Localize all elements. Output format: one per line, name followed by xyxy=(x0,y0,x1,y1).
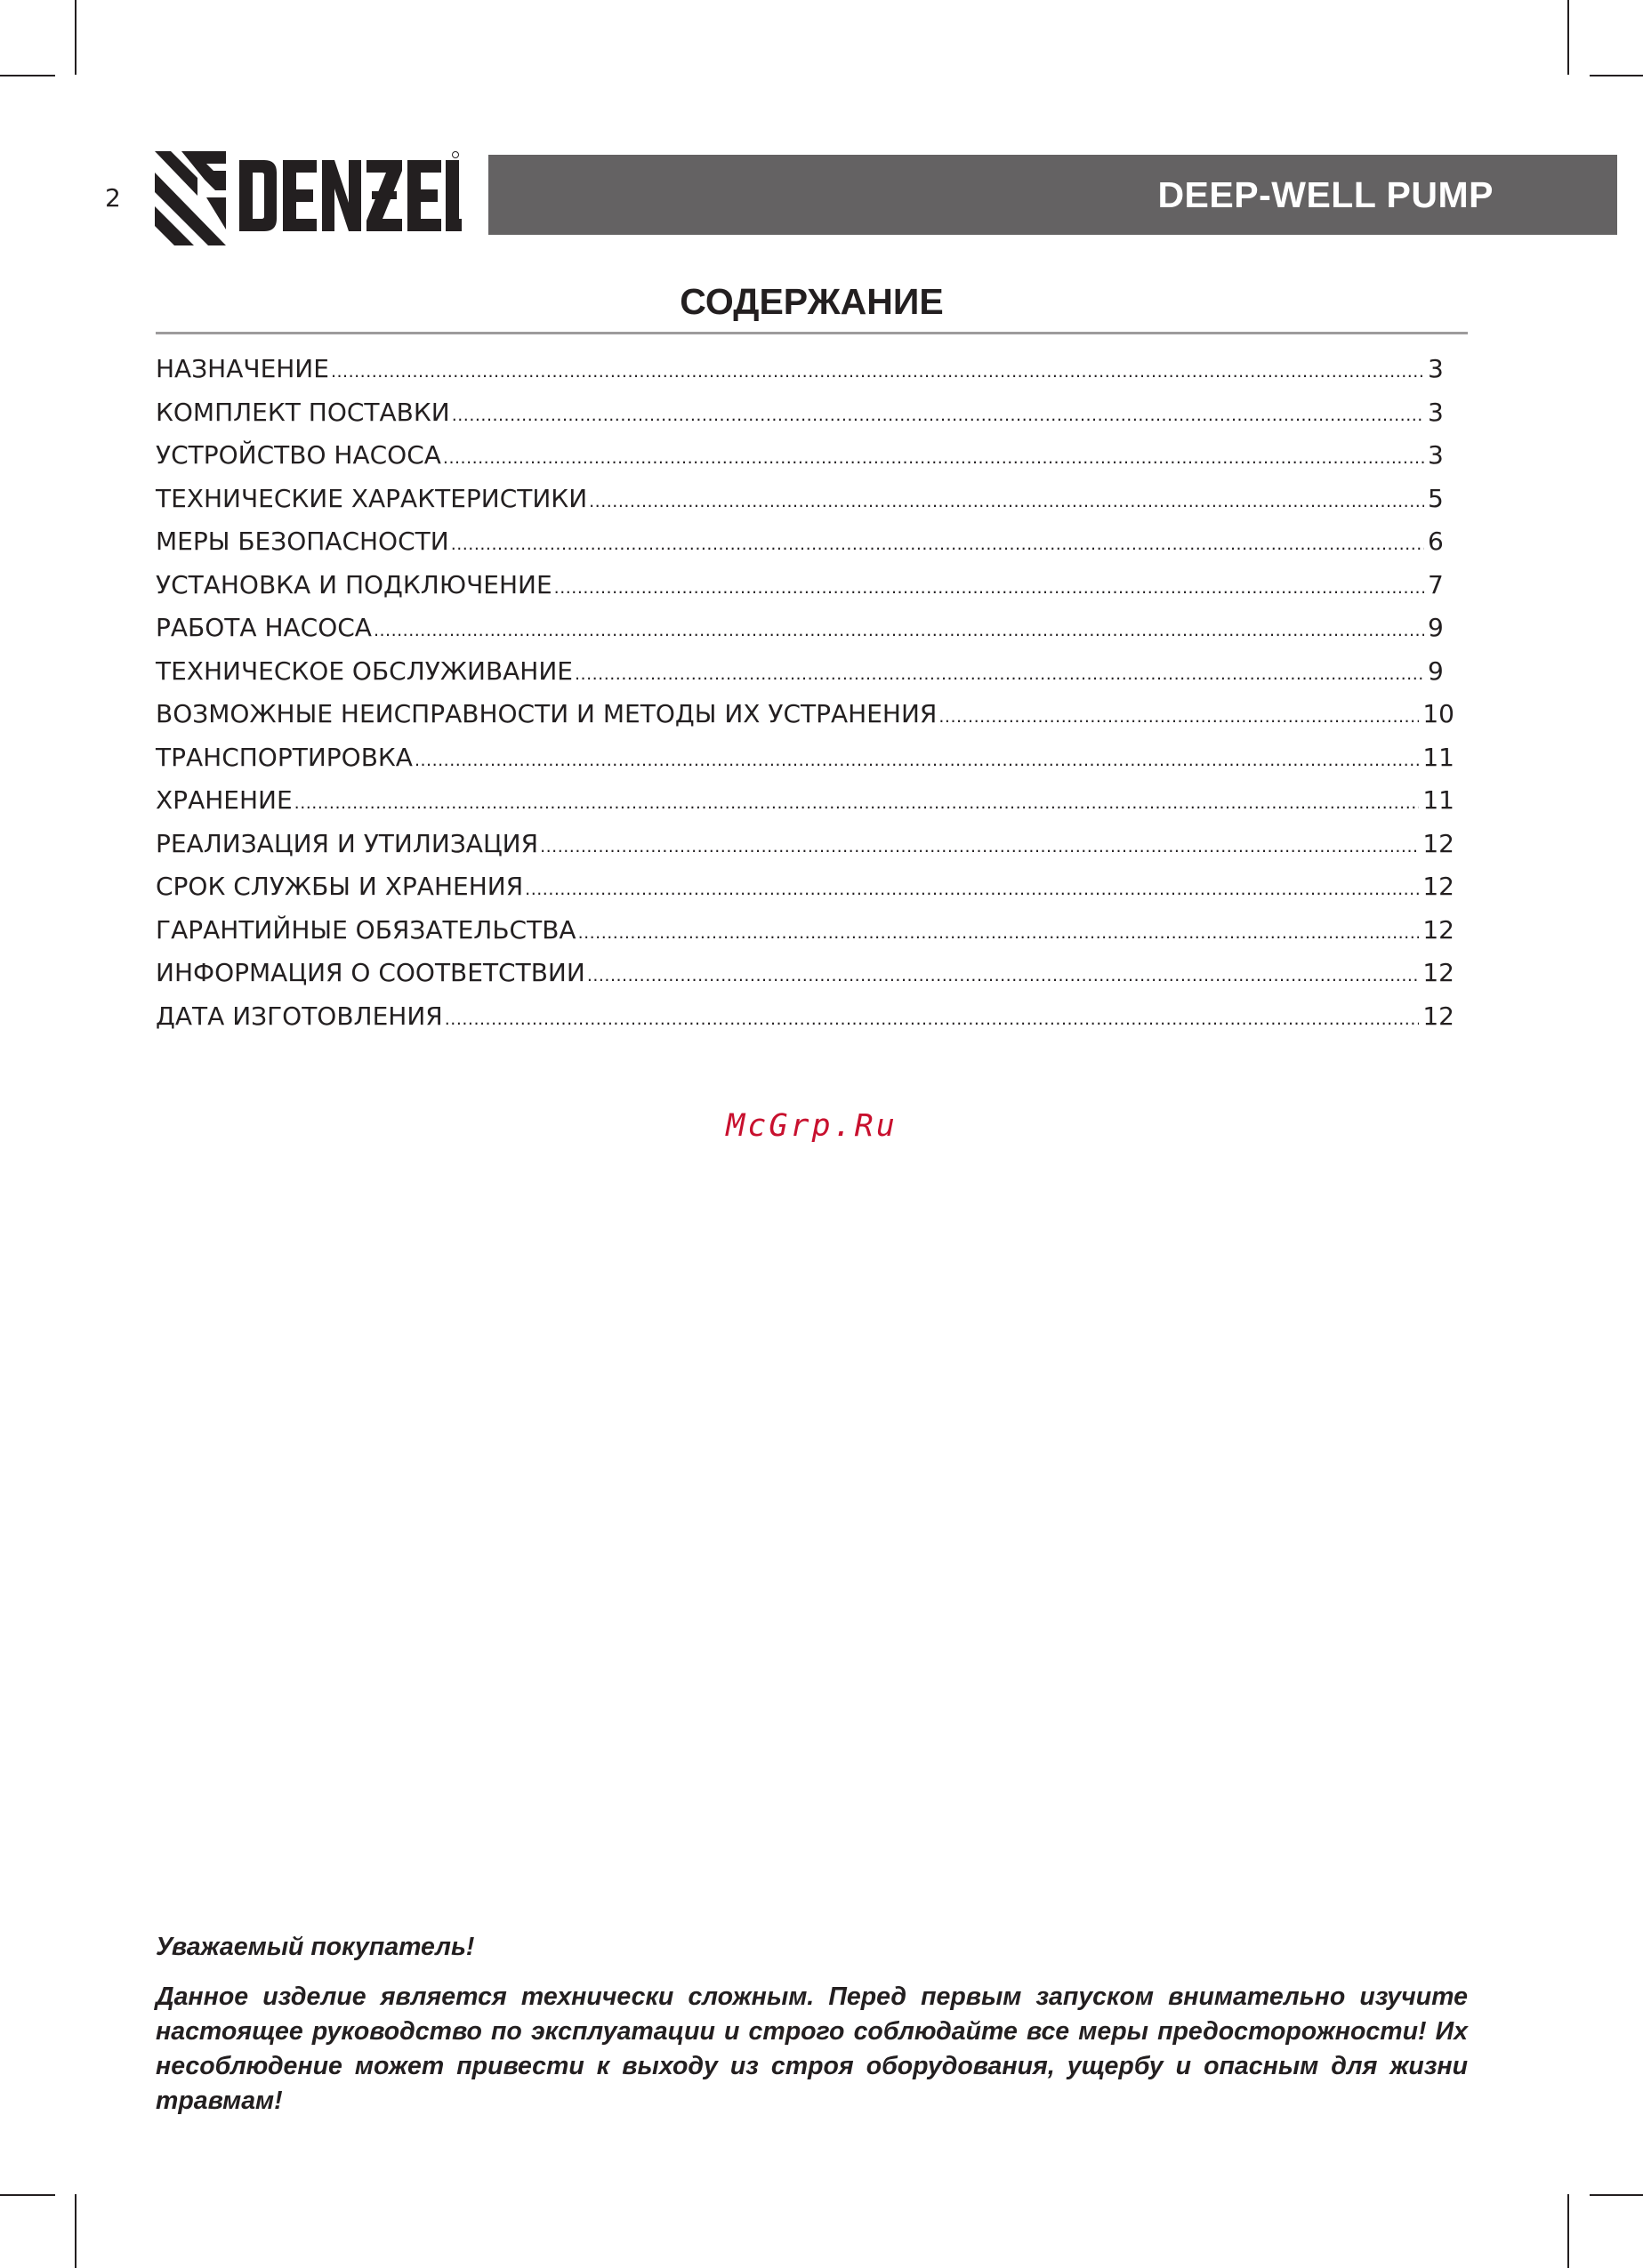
toc-item-title: ИНФОРМАЦИЯ О СООТВЕТСТВИИ xyxy=(156,958,585,987)
toc-item-title: РЕАЛИЗАЦИЯ И УТИЛИЗАЦИЯ xyxy=(156,828,539,858)
toc-item-page: 12 xyxy=(1422,872,1454,901)
toc-item[interactable] xyxy=(156,952,1454,995)
customer-notice xyxy=(156,1930,1468,2119)
toc-leader-dots xyxy=(554,567,1424,609)
crop-mark-top-right xyxy=(1567,0,1569,75)
toc-item[interactable] xyxy=(156,736,1454,780)
toc-item[interactable] xyxy=(156,564,1454,607)
toc-item[interactable] xyxy=(156,478,1454,521)
toc-item-title: ТРАНСПОРТИРОВКА xyxy=(156,742,413,772)
toc-leader-dots xyxy=(575,653,1424,696)
toc-item[interactable] xyxy=(156,520,1454,564)
toc-leader-dots xyxy=(374,609,1424,652)
toc-item-title: ГАРАНТИЙНЫЕ ОБЯЗАТЕЛЬСТВА xyxy=(156,914,576,945)
toc-leader-dots xyxy=(578,912,1420,954)
toc-item[interactable] xyxy=(156,434,1454,478)
toc-item-page: 9 xyxy=(1428,655,1444,686)
toc-item-page: 11 xyxy=(1422,785,1454,815)
toc-leader-dots xyxy=(525,868,1419,911)
toc-item-page: 5 xyxy=(1428,483,1444,513)
toc-item[interactable] xyxy=(156,650,1454,694)
page-number: 2 xyxy=(105,183,121,213)
watermark-link[interactable]: McGrp.Ru xyxy=(726,1108,898,1144)
toc-leader-dots xyxy=(443,437,1424,479)
toc-item-page: 3 xyxy=(1428,440,1444,470)
toc-item-page: 12 xyxy=(1422,958,1454,987)
toc-item-title: УСТАНОВКА И ПОДКЛЮЧЕНИЕ xyxy=(156,569,552,599)
registered-mark-icon xyxy=(453,152,459,158)
toc-item-page: 12 xyxy=(1422,828,1454,858)
toc-item-title: ДАТА ИЗГОТОВЛЕНИЯ xyxy=(156,1001,443,1031)
toc-item[interactable] xyxy=(156,823,1454,866)
toc-leader-dots xyxy=(589,480,1424,523)
toc-item-page: 11 xyxy=(1422,742,1454,772)
toc-item-page: 6 xyxy=(1428,527,1444,556)
toc-item[interactable] xyxy=(156,779,1454,823)
toc-item-title: ТЕХНИЧЕСКИЕ ХАРАКТЕРИСТИКИ xyxy=(156,483,588,513)
toc-item-title: УСТРОЙСТВО НАСОСА xyxy=(156,440,441,470)
crop-mark-bottom-left-horizontal xyxy=(0,2194,55,2196)
toc-leader-dots xyxy=(445,998,1420,1041)
toc-item-page: 7 xyxy=(1428,569,1444,599)
toc-leader-dots xyxy=(452,394,1424,437)
toc-item-title: НАЗНАЧЕНИЕ xyxy=(156,354,329,383)
header-title: DEEP-WELL PUMP xyxy=(1157,174,1494,215)
toc-item-page: 3 xyxy=(1428,354,1444,383)
toc-item-title: СРОК СЛУЖБЫ И ХРАНЕНИЯ xyxy=(156,872,524,901)
toc-item-title: ВОЗМОЖНЫЕ НЕИСПРАВНОСТИ И МЕТОДЫ ИХ УСТРАНЕНИЯ xyxy=(156,699,938,728)
toc-item[interactable] xyxy=(156,865,1454,909)
crop-mark-top-right-horizontal xyxy=(1590,75,1643,76)
notice-greeting: Уважаемый покупатель! xyxy=(156,1933,475,1961)
crop-mark-top-left-horizontal xyxy=(0,75,55,76)
toc-leader-dots xyxy=(415,739,1419,782)
toc-item-page: 12 xyxy=(1422,1001,1454,1031)
toc-item[interactable] xyxy=(156,348,1454,391)
toc-item-title: ТЕХНИЧЕСКОЕ ОБСЛУЖИВАНИЕ xyxy=(156,655,573,686)
toc-item-page: 9 xyxy=(1428,613,1444,642)
toc-item[interactable] xyxy=(156,607,1454,650)
denzel-wordmark xyxy=(239,160,462,231)
toc-divider xyxy=(156,332,1468,334)
denzel-logo xyxy=(155,151,462,245)
crop-mark-top-left xyxy=(75,0,77,75)
toc-item[interactable] xyxy=(156,909,1454,953)
toc-leader-dots xyxy=(938,696,1419,738)
toc-item-page: 3 xyxy=(1428,397,1444,427)
toc-item-title: МЕРЫ БЕЗОПАСНОСТИ xyxy=(156,527,449,556)
table-of-contents xyxy=(156,348,1454,1038)
toc-item-title: КОМПЛЕКТ ПОСТАВКИ xyxy=(156,397,450,427)
toc-leader-dots xyxy=(294,782,1420,824)
toc-item-page: 12 xyxy=(1422,914,1454,945)
toc-leader-dots xyxy=(540,825,1419,868)
toc-item[interactable] xyxy=(156,995,1454,1039)
toc-leader-dots xyxy=(587,954,1420,997)
notice-body: Данное изделие является технически сложным. Перед первым запуском внимательно изучите настоящее руководство по эксплуатации и строго соблюдайте все меры предосторожности! Их несоблюдение может привести к выходу из строя оборудования, ущербу и опасным для жизни травмам! xyxy=(156,1982,1468,2115)
toc-item-page: 10 xyxy=(1422,699,1454,728)
toc-item[interactable] xyxy=(156,693,1454,736)
denzel-emblem-icon xyxy=(155,151,226,245)
toc-item[interactable] xyxy=(156,391,1454,435)
toc-leader-dots xyxy=(451,523,1424,566)
crop-mark-bottom-right xyxy=(1567,2194,1569,2268)
crop-mark-bottom-left xyxy=(75,2194,77,2268)
toc-leader-dots xyxy=(331,350,1424,393)
toc-heading: СОДЕРЖАНИЕ xyxy=(680,281,944,322)
crop-mark-bottom-right-horizontal xyxy=(1590,2194,1643,2196)
toc-item-title: ХРАНЕНИЕ xyxy=(156,785,293,815)
toc-item-title: РАБОТА НАСОСА xyxy=(156,613,372,642)
